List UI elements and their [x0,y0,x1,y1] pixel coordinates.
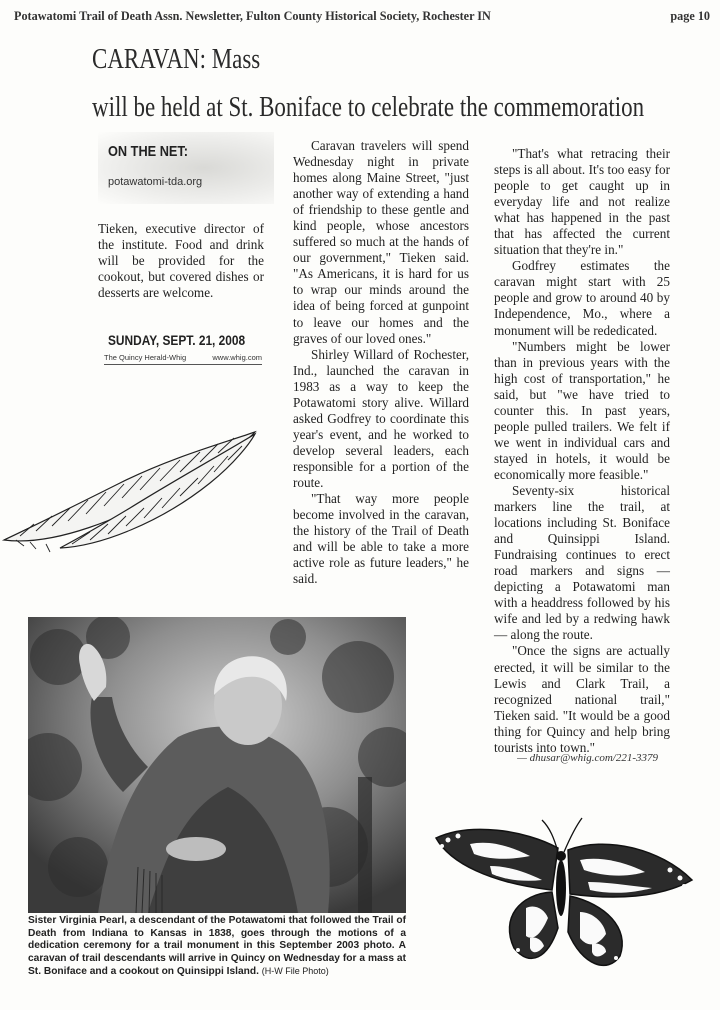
newsletter-title: Potawatomi Trail of Death Assn. Newsletter, Fulton County Historical Society, Rochester IN [14,9,491,23]
byline: — dhusar@whig.com/221-3379 [517,752,658,764]
photo-credit: (H-W File Photo) [261,966,329,977]
photo-caption [28,915,406,979]
column-3-paragraph-1: "That's what retracing their steps is all about. It's too easy for people to get caught up in everyday life and not realize what has happened in the past that has affected the current situation that they're in." [494,146,670,258]
on-the-net-url: potawatomi-tda.org [108,176,203,188]
monarch-butterfly-icon [430,808,695,978]
column-3-paragraph-5: "Once the signs are actually erected, it will be similar to the Lewis and Clark Trail, a recognized national trail," Tieken said. "It would be a good thing for Quincy and help bring tourists into town." [494,643,670,755]
column-1-paragraph: Tieken, executive director of the institute. Food and drink will be provided for the cookout, but covered dishes or desserts are welcome. [98,221,264,301]
column-2-paragraph-1: Caravan travelers will spend Wednesday night in private homes along Maine Street, "just another way of extending a hand of friendship to these gentle and kind people, whose ancestors suffered so much at the hands of our government," Tieken said. "As Americans, it is hard for us to wrap our minds around the idea of being forced at gunpoint to leave our homes and the graves of our loved ones." [293,138,469,346]
headline-line-1: CARAVAN: Mass [92,44,261,75]
feather-icon [0,428,260,558]
photo-illustration [28,617,406,913]
on-the-net-label: ON THE NET: [108,143,189,160]
source-paper: The Quincy Herald-Whig [104,353,187,362]
column-2-paragraph-3: "That way more people become involved in the caravan, the history of the Trail of Death and will be able to take a more active role as future leaders," he said. [293,491,469,587]
column-3-paragraph-2: Godfrey estimates the caravan might start with 25 people and grow to around 40 by Independence, Mo., where a monument will be rededicated. [494,258,670,338]
photo-sister-virginia-pearl [28,617,406,913]
source-line [104,353,262,365]
column-2-paragraph-2: Shirley Willard of Rochester, Ind., launched the caravan in 1983 as a way to keep the Potawatomi story alive. Willard asked Godfrey to coordinate this year's event, and he worked to develop several leaders, each responsible for a portion of the route. [293,346,469,490]
article-column-1 [98,221,264,301]
column-3-paragraph-3: "Numbers might be lower than in previous years with the high cost of transportation," he said, but "we have tried to counter this. In past years, people pulled trailers. We felt if we went in individual cars and stayed in hotels, it would be economically more feasible." [494,338,670,482]
running-header [14,9,710,25]
article-column-3 [494,146,670,756]
headline-line-2: will be held at St. Boniface to celebrate the commemoration [92,92,645,123]
column-3-paragraph-4: Seventy-six historical markers line the trail, at locations including St. Boniface and Quinsippi Island. Fundraising continues to erect road markers and signs — depicting a Potawatomi man with a headdress followed by his wife and led by a redwing hawk — along the route. [494,482,670,643]
caption-text: Sister Virginia Pearl, a descendant of the Potawatomi that followed the Trail of Death from Indiana to Kansas in 1838, goes through the motions of a dedication ceremony for a trail monument in this September 2003 photo. A caravan of trail descendants will arrive in Quincy on Wednesday for a mass at St. Boniface and a cookout on Quinsippi Island. [28,915,406,978]
dateline: SUNDAY, SEPT. 21, 2008 [108,332,246,348]
article-column-2 [293,138,469,587]
source-web: www.whig.com [212,353,262,362]
page-number: page 10 [670,9,710,23]
